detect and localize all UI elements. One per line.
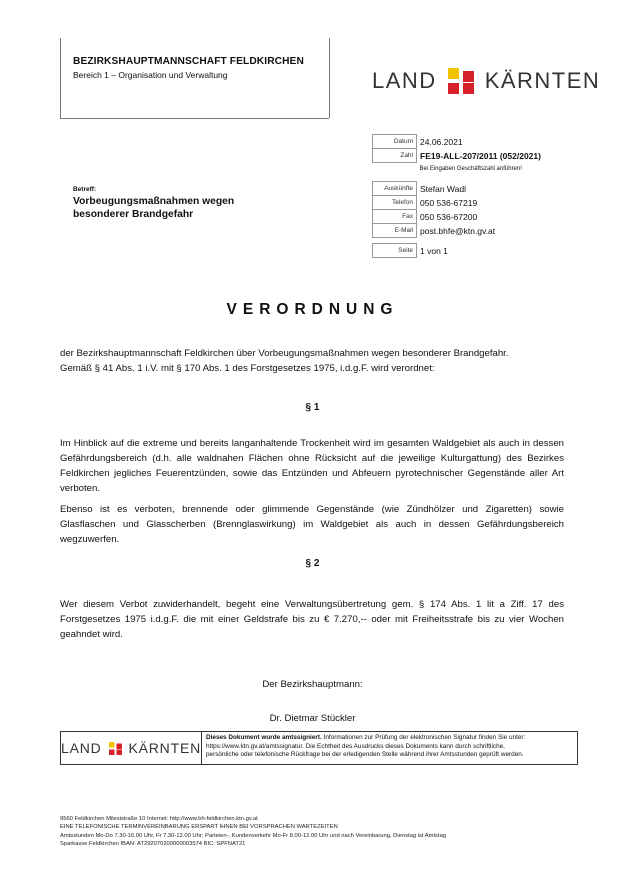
document-title: VERORDNUNG <box>226 301 399 318</box>
auskunft-label: Auskünfte <box>373 182 417 196</box>
section-1-paragraph-2: Ebenso ist es verboten, brennende oder glimmende Gegenstände (wie Zündhölzer und Zigaretten) sowie Glasflaschen und Glasscherben (Brennglaswirkung) im Waldgebiet als auch in dessen Gefährdungsbereich wegzuwerfen. <box>60 504 564 545</box>
intro-line-2: Gemäß § 41 Abs. 1 i.V. mit § 170 Abs. 1 des Forstgesetzes 1975, i.d.g.F. wird verordnet: <box>60 363 435 374</box>
seite-label: Seite <box>373 244 417 258</box>
info-row-seite <box>373 244 541 258</box>
kaernten-logo-mark-icon <box>446 68 476 94</box>
info-row-zahl <box>373 149 541 163</box>
telefon-value: 050 536-67219 <box>420 197 478 208</box>
zahl-value: FE19-ALL-207/2011 (052/2021) <box>420 150 541 161</box>
footer-line-2: EINE TELEFONISCHE TERMINVEREINBARUNG ERSPART IHNEN BEI VORSPRACHEN WARTEZEITEN <box>60 824 338 831</box>
sig-logo-word-right: KÄRNTEN <box>128 740 201 756</box>
seite-value: 1 von 1 <box>420 245 448 256</box>
zahl-note: Bei Eingaben Geschäftszahl anführen! <box>419 166 522 173</box>
signature-bold: Dieses Dokument wurde amtssigniert. <box>206 734 322 741</box>
signature-box <box>60 731 578 765</box>
datum-label: Datum <box>373 135 417 149</box>
section-2-heading: § 2 <box>305 558 320 569</box>
info-row-datum <box>373 135 541 149</box>
auskunft-value: Stefan Wadl <box>420 183 466 194</box>
fax-value: 050 536-67200 <box>420 211 478 222</box>
betreff-label: Betreff: <box>73 186 97 193</box>
zahl-label: Zahl <box>373 149 417 163</box>
org-name: BEZIRKSHAUPTMANNSCHAFT FELDKIRCHEN <box>73 56 304 67</box>
logo-word-right: KÄRNTEN <box>484 68 601 93</box>
info-row-fax <box>373 210 541 224</box>
info-row-telefon <box>373 196 541 210</box>
betreff-text <box>73 196 293 221</box>
closing-line: Der Bezirkshauptmann: <box>262 679 363 690</box>
fax-label: Fax <box>373 210 417 224</box>
org-unit: Bereich 1 – Organisation und Verwaltung <box>73 70 228 80</box>
intro-line-1: der Bezirkshauptmannschaft Feldkirchen über Vorbeugungsmaßnahmen wegen besonderer Brandgefahr. <box>60 348 509 359</box>
telefon-label: Telefon <box>373 196 417 210</box>
info-row-note <box>373 163 541 177</box>
datum-value: 24.06.2021 <box>420 136 463 147</box>
land-kaernten-logo <box>372 68 600 94</box>
footer-line-4: Sparkasse Feldkirchen IBAN: AT292070200000003574 BIC: SPFNAT21 <box>60 840 246 847</box>
sig-logo-word-left: LAND <box>61 740 102 756</box>
section-2-paragraph: Wer diesem Verbot zuwiderhandelt, begeht eine Verwaltungsübertretung gem. § 174 Abs. 1 lit a Ziff. 17 des Forstgesetzes 1975 i.d.g.F. die mit einer Geldstrafe bis zu € 7.270,-- oder mit Freiheitsstrafe bis zu vier Wochen geahndet wird. <box>60 599 564 640</box>
info-row-auskunft <box>373 182 541 196</box>
signature-text <box>202 732 529 764</box>
section-1-heading: § 1 <box>305 402 320 413</box>
footer-line-1: 9560 Feldkirchen Milesistraße 10 Internet: http://www.bh-feldkirchen.ktn.gv.at <box>60 816 258 822</box>
signer-name: Dr. Dietmar Stückler <box>269 713 356 724</box>
footer-line-3: Amtsstunden Mo-Do 7.30-16.00 Uhr, Fr 7.30-12.00 Uhr; Parteien-, Kundenverkehr Mo-Fr 8.00-12.00 Uhr und nach Vereinbarung, Dienstag ist Amtstag <box>60 832 447 839</box>
section-1-paragraph-1: Im Hinblick auf die extreme und bereits langanhaltende Trockenheit wird im gesamten Waldgebiet als auch in dessen Gefährdungsbereich (d.h. alle waldnahen Flächen ohne Rücksicht auf die jeweilige Kulturgattung) des Bezirkes Feldkirchen jegliches Feuerentzünden, sowie das Entzünden und Abfeuern pyrotechnischer Gegenstände aller Art verboten. <box>60 438 564 494</box>
signature-text-3: persönliche oder telefonische Rückfrage bei der erledigenden Stelle während ihrer Amtsstunden geprüft werden. <box>206 751 524 759</box>
betreff-line-2: besonderer Brandgefahr <box>73 208 194 220</box>
signature-logo <box>61 732 202 764</box>
email-value: post.bhfe@ktn.gv.at <box>420 225 496 236</box>
footer <box>60 815 580 848</box>
info-table <box>372 134 541 258</box>
kaernten-logo-mark-icon <box>108 740 123 757</box>
betreff-line-1: Vorbeugungsmaßnahmen wegen <box>73 196 235 207</box>
signature-text-1: Informationen zur Prüfung der elektronischen Signatur finden Sie unter: <box>321 734 526 741</box>
logo-word-left: LAND <box>372 68 437 93</box>
signature-text-2: https://www.ktn.gv.at/amtssignatur. Die Echtheit des Ausdrucks dieses Dokuments kann durch schriftliche, <box>206 742 505 750</box>
email-label: E-Mail <box>373 224 417 238</box>
info-row-email <box>373 224 541 238</box>
